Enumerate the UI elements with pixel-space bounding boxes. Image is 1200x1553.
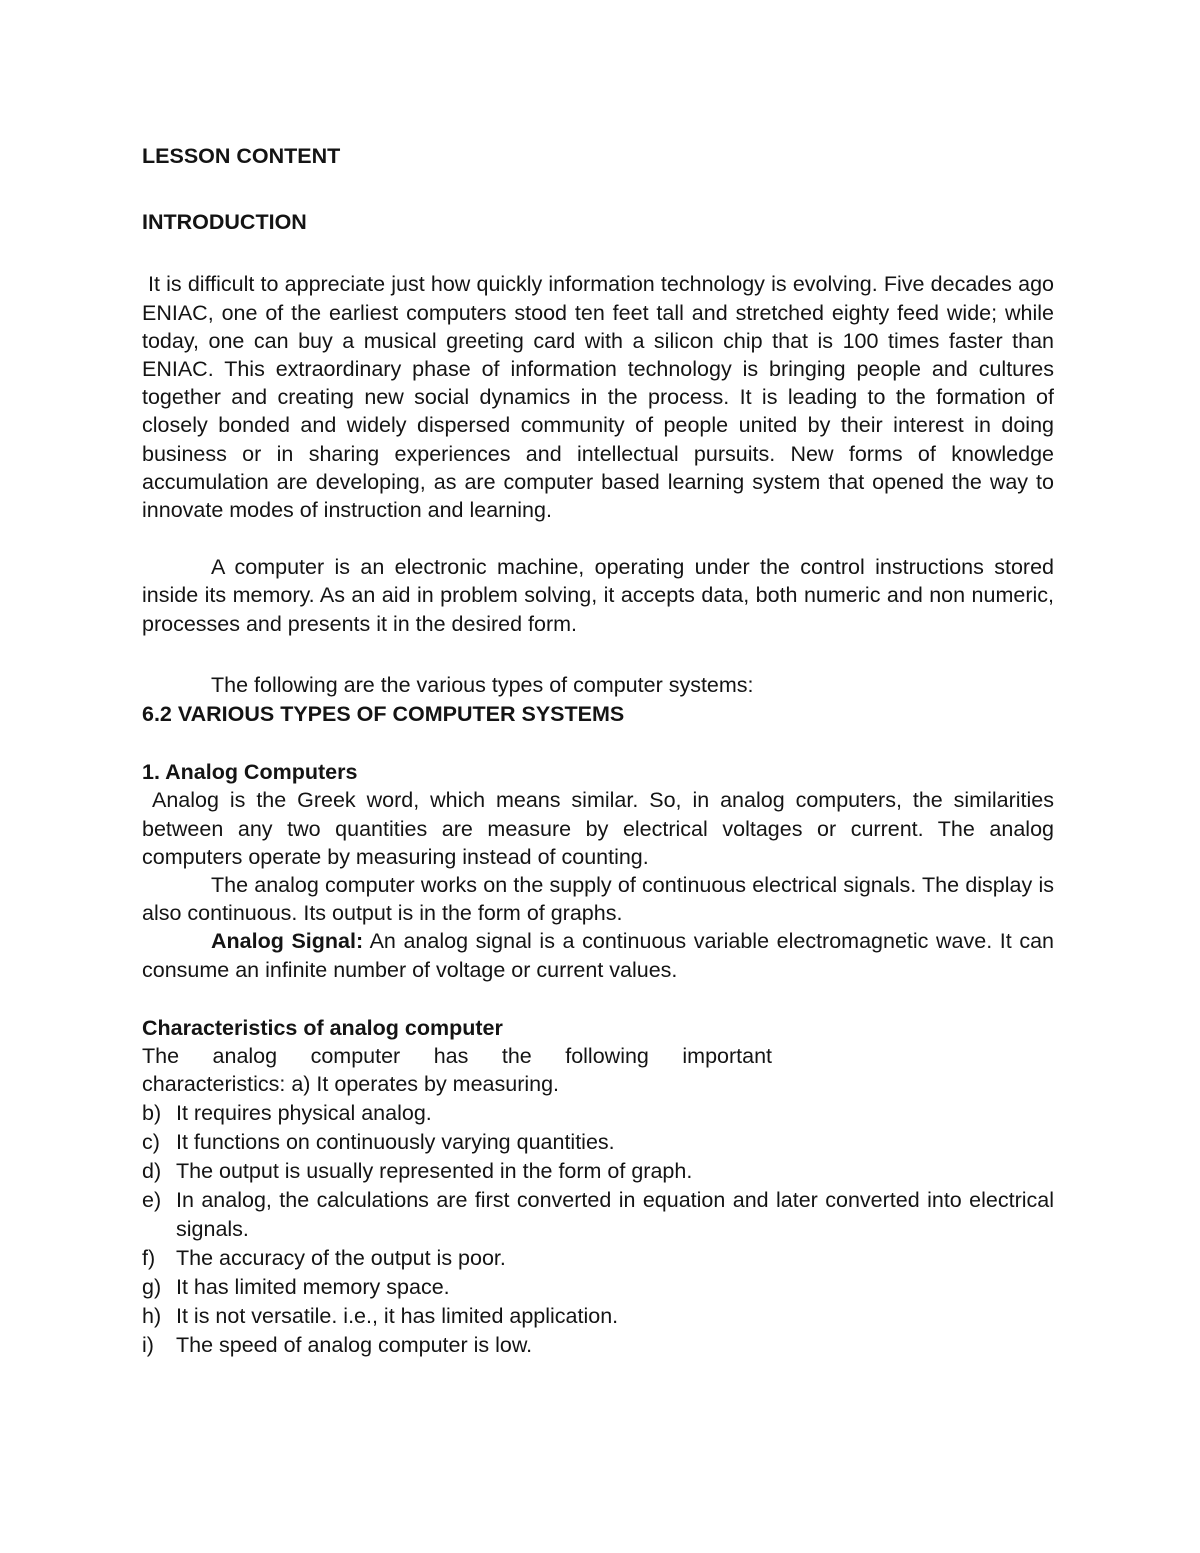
- list-item: [142, 1099, 1054, 1127]
- list-marker: g): [142, 1274, 162, 1299]
- list-item-text: The speed of analog computer is low.: [176, 1332, 533, 1357]
- list-item-text: It requires physical analog.: [176, 1101, 432, 1126]
- introduction-heading: INTRODUCTION: [142, 210, 307, 235]
- list-item-text: It has limited memory space.: [176, 1274, 450, 1299]
- list-marker: i): [142, 1332, 154, 1357]
- list-marker: d): [142, 1159, 162, 1184]
- computer-definition-paragraph: A computer is an electronic machine, operating under the control instructions stored inside its memory. As an aid in problem solving, it accepts data, both numeric and non numeric, processes and presents it in the desired form.: [142, 555, 1054, 636]
- list-item: [142, 1273, 1054, 1301]
- list-marker: h): [142, 1303, 162, 1328]
- characteristics-intro-line-1: The analog computer has the following important: [142, 1044, 772, 1069]
- list-item: [142, 1157, 1054, 1185]
- characteristics-intro-line-2: characteristics: a) It operates by measuring.: [142, 1072, 560, 1097]
- list-item-text: It is not versatile. i.e., it has limited application.: [176, 1303, 619, 1328]
- list-marker: b): [142, 1101, 162, 1126]
- list-item: [142, 1331, 1054, 1359]
- list-marker: e): [142, 1188, 162, 1213]
- analog-paragraph-2: The analog computer works on the supply of continuous electrical signals. The display is also continuous. Its output is in the form of graphs.: [142, 873, 1054, 926]
- analog-computers-heading: 1. Analog Computers: [142, 760, 358, 785]
- list-item-text: The accuracy of the output is poor.: [176, 1245, 506, 1270]
- list-marker: c): [142, 1130, 160, 1155]
- types-lead-in: The following are the various types of computer systems:: [211, 672, 754, 697]
- lesson-title: LESSON CONTENT: [142, 144, 341, 168]
- list-marker: f): [142, 1245, 156, 1270]
- list-item-text: The output is usually represented in the form of graph.: [176, 1159, 693, 1184]
- analog-paragraph-1: Analog is the Greek word, which means similar. So, in analog computers, the similarities between any two quantities are measure by electrical voltages or current. The analog computers operate by measuring instead of counting.: [142, 788, 1054, 869]
- introduction-paragraph: It is difficult to appreciate just how quickly information technology is evolving. Five decades ago ENIAC, one of the earliest computers stood ten feet tall and stretched eighty feed wide; while today, one can buy a musical greeting card with a silicon chip that is 100 times faster than ENIAC. This extraordinary phase of information technology is bringing people and cultures together and creating new social dynamics in the process. It is leading to the formation of closely bonded and widely dispersed community of people united by their interest in doing business or in sharing experiences and intellectual pursuits. New forms of knowledge accumulation are developing, as are computer based learning system that opened the way to innovate modes of instruction and learning.: [142, 272, 1054, 523]
- characteristics-list: [142, 1099, 1054, 1358]
- list-item-text: In analog, the calculations are first converted in equation and later converted into electrical signals.: [176, 1188, 1054, 1241]
- list-item: [142, 1302, 1054, 1330]
- analog-signal-paragraph: [142, 927, 1054, 983]
- analog-signal-text: An analog signal is a continuous variable electromagnetic wave. It can consume an infinite number of voltage or current values.: [142, 929, 1055, 982]
- characteristics-heading: Characteristics of analog computer: [142, 1015, 503, 1040]
- section-heading: 6.2 VARIOUS TYPES OF COMPUTER SYSTEMS: [142, 702, 625, 727]
- list-item-text: It functions on continuously varying quantities.: [176, 1130, 615, 1155]
- list-item: [142, 1186, 1054, 1242]
- analog-signal-label: Analog Signal:: [211, 929, 364, 954]
- list-item: [142, 1244, 1054, 1272]
- document-page: [142, 142, 1054, 1360]
- list-item: [142, 1128, 1054, 1156]
